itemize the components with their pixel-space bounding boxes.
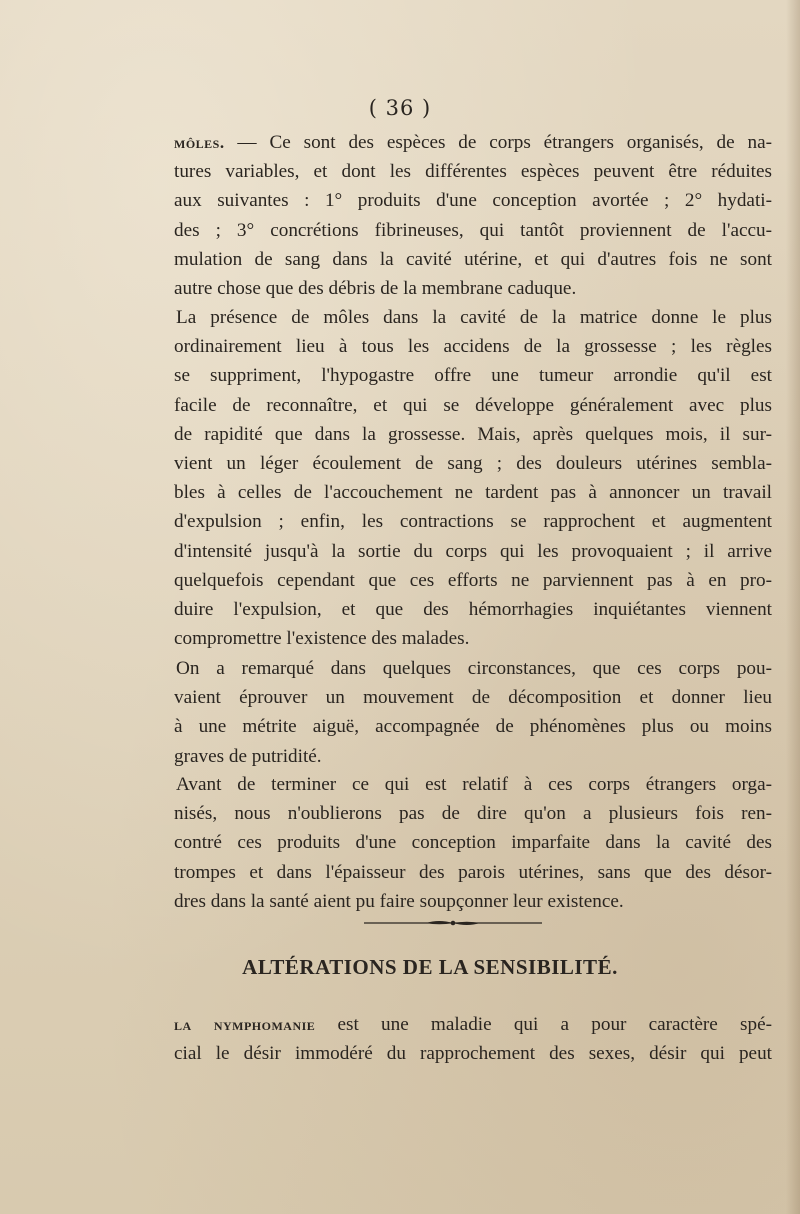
paragraph-moles	[174, 128, 772, 303]
text-line	[174, 128, 772, 157]
page-number: ( 36 )	[368, 96, 432, 120]
text-line: autre chose que des débris de la membrane caduque.	[174, 277, 577, 299]
paragraph-avant-de-terminer	[174, 770, 772, 916]
text-line: ordinairement lieu à tous les accidens de la grossesse ; les règles	[174, 336, 772, 358]
text-line: facile de reconnaître, et qui se développe généralement avec plus	[174, 394, 772, 416]
text-line: On a remarqué dans quelques circonstances, que ces corps pou-	[176, 658, 772, 679]
ornamental-divider	[364, 919, 542, 927]
text-line-content: — Ce sont des espèces de corps étrangers organisés, de na-	[224, 132, 772, 153]
text-line: tures variables, et dont les différentes espèces peuvent être réduites	[174, 161, 772, 183]
text-line: nisés, nous n'oublierons pas de dire qu'on a plusieurs fois ren-	[174, 803, 772, 825]
text-line: cial le désir immodéré du rapprochement des sexes, désir qui peut	[174, 1043, 772, 1065]
text-line-content: est une maladie qui a pour caractère spé-	[315, 1014, 772, 1035]
paragraph-circonstances	[174, 654, 772, 771]
term-heading: môles.	[174, 133, 225, 152]
text-line: vient un léger écoulement de sang ; des douleurs utérines sembla-	[174, 452, 772, 474]
paragraph-presence	[174, 303, 772, 653]
text-line: à une métrite aiguë, accompagnée de phénomènes plus ou moins	[174, 716, 772, 738]
text-line: quelquefois cependant que ces efforts ne parviennent pas à en pro-	[174, 569, 772, 591]
text-line: de rapidité que dans la grossesse. Mais, après quelques mois, il sur-	[174, 423, 772, 445]
paragraph-nymphomanie	[174, 1010, 772, 1068]
text-line: d'intensité jusqu'à la sortie du corps qui les provoquaient ; il arrive	[174, 540, 772, 562]
section-title: ALTÉRATIONS DE LA SENSIBILITÉ.	[242, 955, 618, 979]
text-line: contré ces produits d'une conception imparfaite dans la cavité des	[174, 832, 772, 854]
text-line: duire l'expulsion, et que des hémorrhagies inquiétantes viennent	[174, 598, 772, 620]
text-line: mulation de sang dans la cavité utérine, et qui d'autres fois ne sont	[174, 248, 772, 270]
text-line: graves de putridité.	[174, 745, 322, 767]
text-line: trompes et dans l'épaisseur des parois utérines, sans que des désor-	[174, 861, 772, 883]
text-line: se suppriment, l'hypogastre offre une tumeur arrondie qu'il est	[174, 365, 772, 387]
text-line: La présence de môles dans la cavité de la matrice donne le plus	[176, 307, 772, 328]
text-line: vaient éprouver un mouvement de décomposition et donner lieu	[174, 687, 772, 709]
text-line: Avant de terminer ce qui est relatif à ces corps étrangers orga-	[176, 774, 772, 795]
text-line: dres dans la santé aient pu faire soupçonner leur existence.	[174, 890, 624, 912]
text-line: bles à celles de l'accouchement ne tardent pas à annoncer un travail	[174, 482, 772, 504]
text-line: d'expulsion ; enfin, les contractions se rapprochent et augmentent	[174, 511, 772, 533]
text-line	[174, 1010, 772, 1039]
divider-dot	[451, 921, 456, 926]
page-edge-shadow	[786, 0, 800, 1214]
text-line: des ; 3° concrétions fibrineuses, qui tantôt proviennent de l'accu-	[174, 219, 772, 241]
term-heading: la nymphomanie	[174, 1015, 316, 1034]
text-line: compromettre l'existence des malades.	[174, 628, 470, 650]
text-line: aux suivantes : 1° produits d'une conception avortée ; 2° hydati-	[174, 190, 772, 212]
